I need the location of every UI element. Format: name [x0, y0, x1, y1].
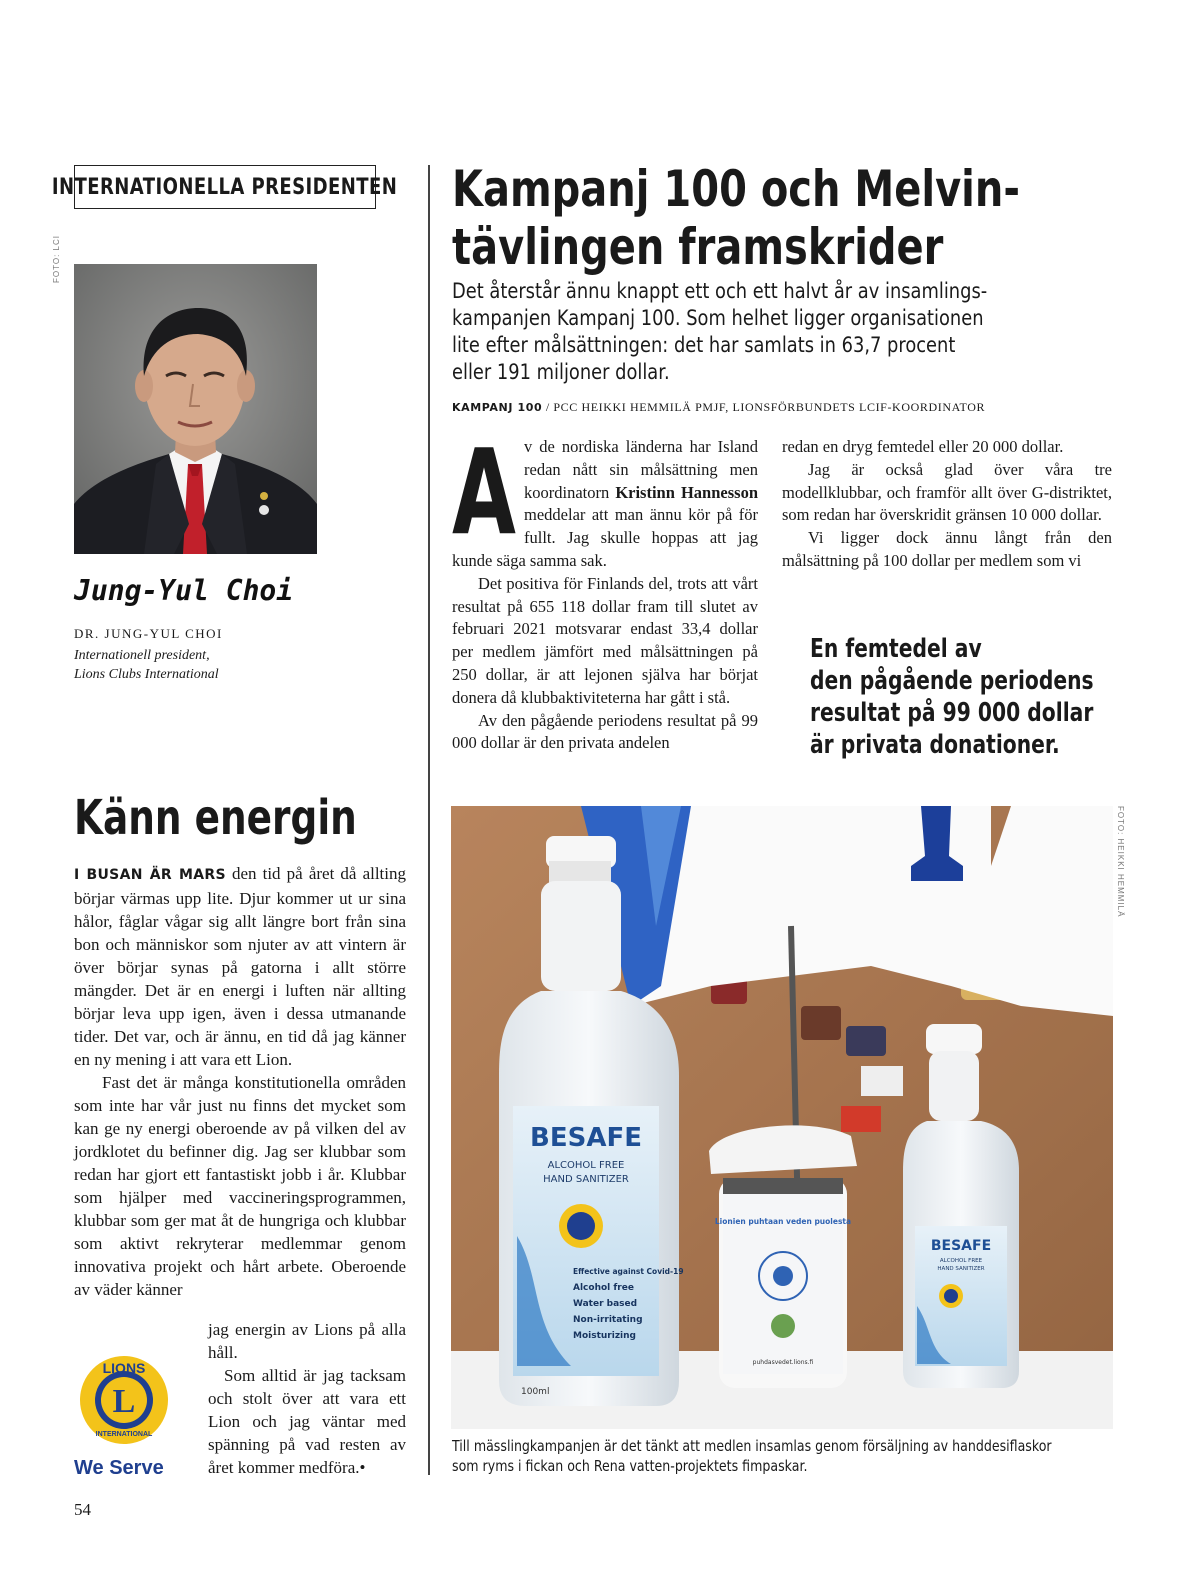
brand-big: BESAFE — [530, 1123, 642, 1153]
logo-text: LIONS — [102, 1360, 146, 1376]
lead-in: I BUSAN ÄR MARS — [74, 867, 226, 883]
column-body-tail — [208, 1318, 406, 1479]
article-column-2 — [782, 436, 1112, 573]
drop-cap: A — [452, 423, 516, 561]
article-paragraph-2: Det positiva för Finlands del, trots att vårt resultat på 655 118 dollar fram till slutet av februari 2021 motsvarar endast 33,4 dollar per medlem jämfört med målsättningen på 250 dollar, är att lejonen själva har börjat donera då klubbaktiviteterna har gått i stå. — [452, 573, 758, 707]
pull-quote — [810, 633, 1094, 761]
pull-quote-line-3: resultat på 99 000 dollar — [810, 698, 1094, 728]
column-divider — [428, 165, 430, 1475]
author-name: DR. JUNG-YUL CHOI — [74, 626, 223, 641]
article-headline — [452, 160, 1020, 276]
column-paragraph-2: Fast det är många konstitutionella områden som inte har vår just nu finns det mycket som kan ge ny energi oberoende av på vilken del av jordklotet du befinner dig. Jag ser klubbar som redan har gjort ett fantastiskt jobb i år. Klubbar som hjälper med vaccineringsprogrammen, klubbar som ger mat åt de hungriga och klubbar som aktivt rekryterar medlemmar genom innovativa projekt och hårt arbete. Oberoende av väder känner — [74, 1073, 406, 1299]
logo-letter: L — [112, 1383, 136, 1420]
brand-small: BESAFE — [930, 1238, 992, 1254]
portrait-illustration — [74, 264, 317, 554]
feature-2: Alcohol free — [573, 1283, 634, 1293]
paragraph-1-end: meddelar att man ännu kör på för fullt. Jag skulle hoppas att jag kunde säga samma sak. — [452, 505, 758, 570]
jar-label: Lionien puhtaan veden puolesta — [714, 1217, 852, 1226]
page-number: 54 — [74, 1500, 91, 1519]
we-serve-text: We Serve — [74, 1457, 164, 1479]
byline-tag: KAMPANJ 100 — [452, 401, 543, 414]
caption-line-2: som ryms i fickan och Rena vatten-projektets fimpaskar. — [452, 1457, 808, 1475]
feature-3: Water based — [573, 1299, 638, 1309]
author-role — [74, 646, 219, 684]
lions-logo — [74, 1352, 174, 1479]
deck-line-2: kampanjen Kampanj 100. Som helhet ligger organisationen — [452, 306, 984, 330]
deck-line-4: eller 191 miljoner dollar. — [452, 360, 670, 384]
column-title: Känn energin — [74, 790, 357, 846]
pull-quote-line-1: En femtedel av — [810, 634, 982, 664]
article-paragraph-5: Vi ligger dock ännu långt från den målsättning på 100 dollar per medlem som vi — [782, 528, 1112, 570]
deck-line-3: lite efter målsättningen: det har samlats in 63,7 procent — [452, 333, 956, 357]
article-column-1 — [452, 423, 759, 755]
article-deck — [452, 278, 987, 386]
logo-subtext: INTERNATIONAL — [95, 1431, 153, 1438]
portrait-photo — [74, 264, 317, 554]
label-line-1: ALCOHOL FREE — [547, 1160, 625, 1171]
jar-url: puhdasvedet.lions.fi — [752, 1359, 814, 1366]
article-byline — [452, 400, 985, 415]
signature: Jung-Yul Choi — [74, 574, 294, 607]
pull-quote-line-2: den pågående periodens — [810, 666, 1094, 696]
label-line-2: HAND SANITIZER — [543, 1174, 629, 1185]
section-label: INTERNATIONELLA PRESIDENTEN — [74, 165, 376, 209]
column-paragraph-2-end: jag energin av Lions på alla håll. — [208, 1320, 406, 1362]
caption-line-1: Till mässlingkampanjen är det tänkt att medlen insamlas genom försäljning av handdesiflaskor — [452, 1437, 1052, 1455]
pull-quote-line-4: är privata donationer. — [810, 730, 1060, 760]
author-role-line2: Lions Clubs International — [74, 667, 219, 682]
volume-label: 100ml — [521, 1387, 550, 1397]
headline-line-2: tävlingen framskrider — [452, 218, 944, 276]
feature-4: Non-irritating — [573, 1315, 643, 1325]
article-paragraph-1 — [452, 423, 759, 573]
article-paragraph-3-end: redan en dryg femtedel eller 20 000 dollar. — [782, 437, 1064, 456]
sanitizer-bottles-illustration — [451, 806, 1113, 1429]
photo-credit-portrait: FOTO: LCI — [52, 235, 61, 283]
column-body — [74, 862, 406, 1301]
author-role-line1: Internationell president, — [74, 648, 210, 663]
coordinator-name: Kristinn Hannesson — [615, 482, 759, 502]
article-paragraph-3: Av den pågående periodens resultat på 99 000 dollar är den privata andelen — [452, 710, 758, 753]
small-label-line-2: HAND SANITIZER — [937, 1266, 985, 1272]
feature-5: Moisturizing — [573, 1331, 636, 1341]
photo-caption — [452, 1436, 1052, 1476]
product-photo — [451, 806, 1113, 1429]
photo-credit-product: FOTO: HEIKKI HEMMILÄ — [1116, 806, 1125, 918]
feature-1: Effective against Covid-19 — [573, 1267, 684, 1276]
column-paragraph-3: Som alltid är jag tacksam och stolt över att vara ett Lion och jag väntar med spänning på vad resten av året kommer medföra.• — [208, 1366, 406, 1477]
column-paragraph-1 — [74, 862, 406, 1071]
byline-author: / PCC HEIKKI HEMMILÄ PMJF, LIONSFÖRBUNDETS LCIF-KOORDINATOR — [542, 400, 986, 414]
small-label-line-1: ALCOHOL FREE — [939, 1258, 983, 1264]
headline-line-1: Kampanj 100 och Melvin- — [452, 160, 1020, 218]
paragraph-1-start: v de nordiska länderna har Island redan nått sin målsättning men koordinatorn — [524, 437, 758, 502]
paragraph-1-text: den tid på året då allting börjar värmas upp lite. Djur kommer ut ur sina hålor, fåglar vågar sig allt längre bort från sina bon och människor som njuter av att vintern är över börjar synas på gatorna i allt större mängder. Det är en energi i luften när allting börjar leva upp igen, även i dessa utmanande tider. Det var, och är ännu, en tid då jag känner en ny mening i att vara ett Lion. — [74, 864, 407, 1069]
lions-emblem-icon — [74, 1352, 174, 1452]
deck-line-1: Det återstår ännu knappt ett och ett halvt år av insamlings- — [452, 279, 988, 303]
article-paragraph-4: Jag är också glad över våra tre modellklubbar, och framför allt över G-distriktet, som redan har överskridit gränsen 10 000 dollar. — [782, 459, 1112, 525]
